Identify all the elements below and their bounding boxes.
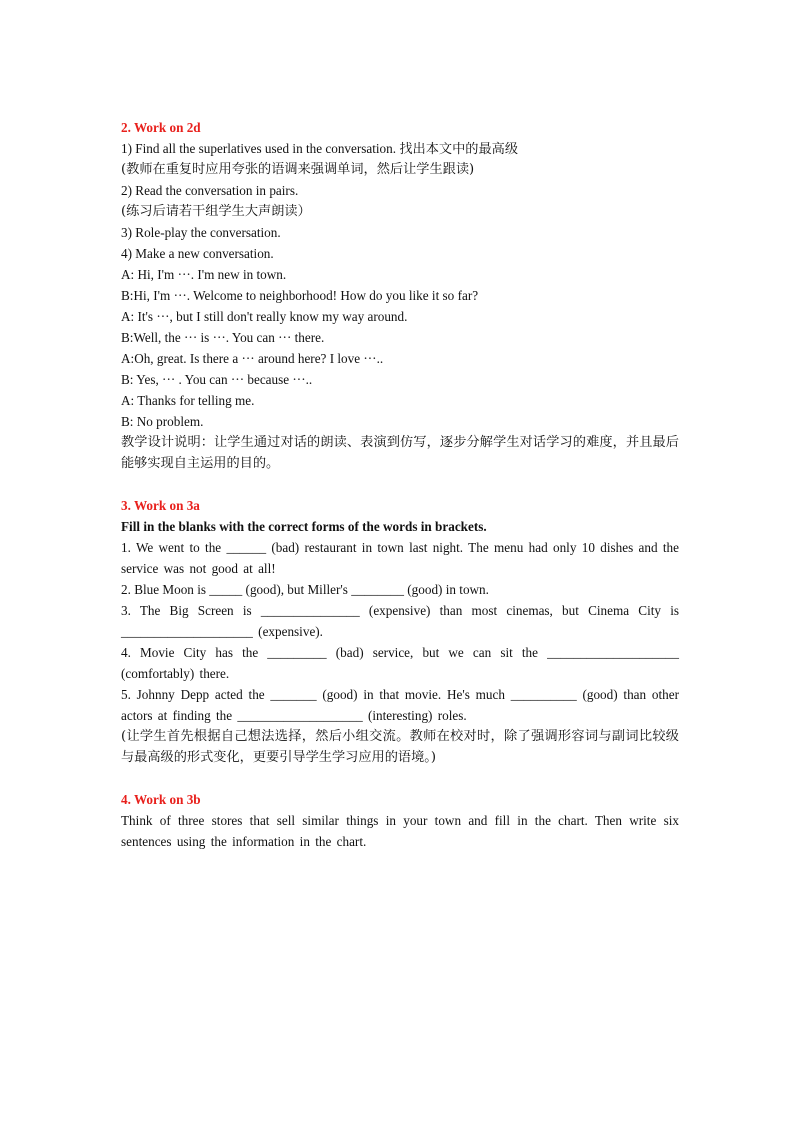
section-gap [121,474,679,495]
section-3-note: (让学生首先根据自己想法选择，然后小组交流。教师在校对时，除了强调形容词与副词比较级与最高级的形式变化，更要引导学生学习应用的语境。) [121,729,679,765]
section-3-title: 3. Work on 3a [121,498,200,513]
dialogue-line: A: Thanks for telling me. [121,393,255,408]
exercise-item: 2. Blue Moon is _____ (good), but Miller's ________ (good) in town. [121,582,489,597]
section-2-title: 2. Work on 2d [121,120,201,135]
section-2-line: 2) Read the conversation in pairs. [121,183,299,198]
dialogue-line: B: Yes, ··· . You can ··· because ···.. [121,372,313,387]
exercise-item: 1. We went to the ______ (bad) restaurant in town last night. The menu had only 10 dishes and the service was not good at all! [121,540,679,576]
section-2-line: 1) Find all the superlatives used in the conversation. 找出本文中的最高级 [121,141,519,156]
section-3-instruction: Fill in the blanks with the correct forms of the words in brackets. [121,519,487,534]
design-note: 教学设计说明：让学生通过对话的朗读、表演到仿写，逐步分解学生对话学习的难度，并且最后能够实现自主运用的目的。 [121,435,679,471]
section-4-title: 4. Work on 3b [121,792,201,807]
exercise-item: 3. The Big Screen is _______________ (expensive) than most cinemas, but Cinema City is ____________________ (expensive). [121,603,679,639]
section-2-line: 4) Make a new conversation. [121,246,274,261]
section-gap [121,768,679,789]
dialogue-line: A:Oh, great. Is there a ··· around here? I love ···.. [121,351,384,366]
dialogue-line: B:Well, the ··· is ···. You can ··· there. [121,330,325,345]
document-page [121,117,679,852]
section-2-line: (练习后请若干组学生大声朗读） [121,204,311,219]
dialogue-line: A: It's ···, but I still don't really know my way around. [121,309,408,324]
dialogue-line: A: Hi, I'm ···. I'm new in town. [121,267,287,282]
exercise-item: 5. Johnny Depp acted the _______ (good) in that movie. He's much __________ (good) than other actors at finding the ___________________ (interesting) roles. [121,687,679,723]
dialogue-line: B:Hi, I'm ···. Welcome to neighborhood! How do you like it so far? [121,288,479,303]
section-2-line: 3) Role-play the conversation. [121,225,281,240]
section-4-text: Think of three stores that sell similar things in your town and fill in the chart. Then write six sentences using the information in the chart. [121,813,679,849]
exercise-item: 4. Movie City has the _________ (bad) service, but we can sit the ____________________ (comfortably) there. [121,645,679,681]
section-2-line: (教师在重复时应用夸张的语调来强调单词，然后让学生跟读) [121,162,475,177]
dialogue-line: B: No problem. [121,414,204,429]
